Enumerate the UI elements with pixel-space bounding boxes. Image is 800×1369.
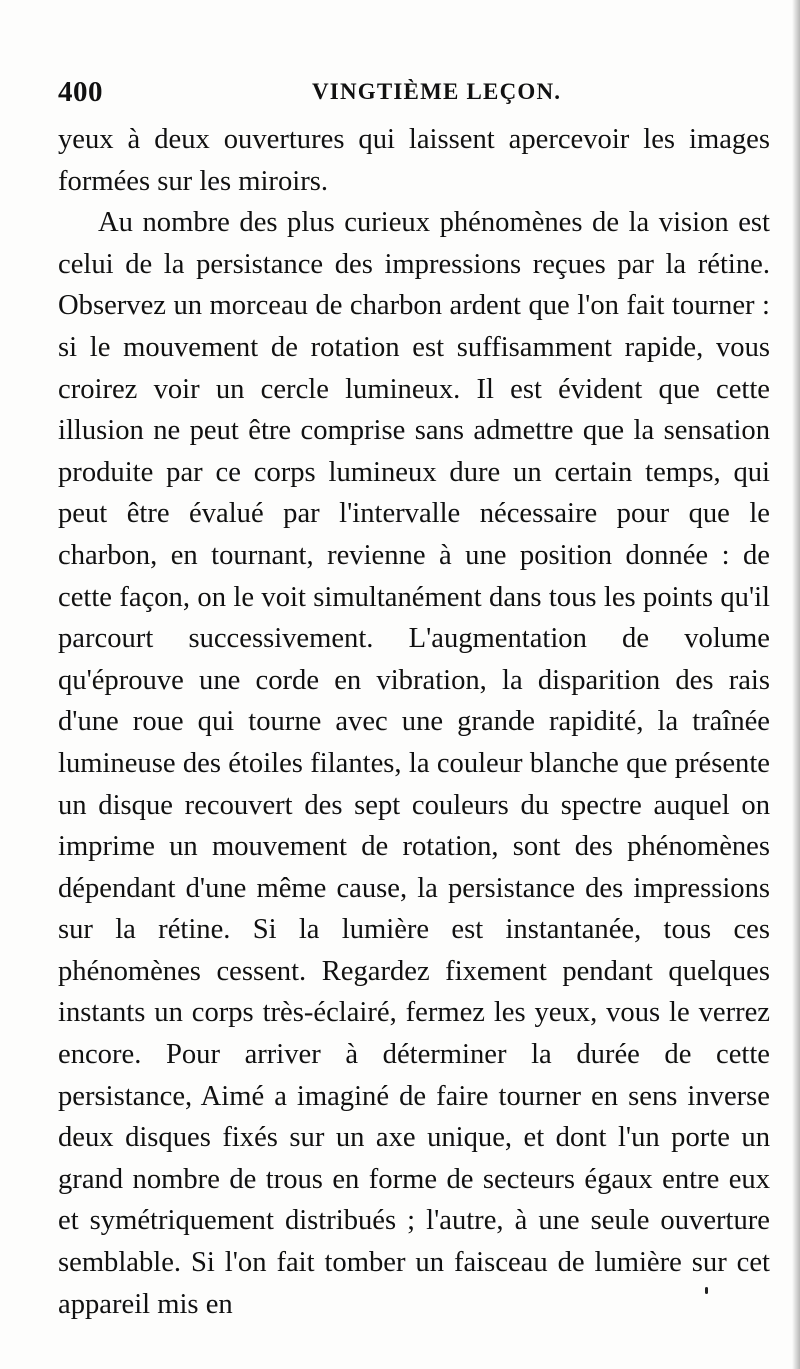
page-number: 400 <box>58 76 103 108</box>
print-speck <box>705 1287 708 1294</box>
running-head: VINGTIÈME LEÇON. <box>312 79 562 104</box>
paragraph-continuation: yeux à deux ouvertures qui laissent apercevoir les images formées sur les miroirs. <box>58 124 770 197</box>
page-header <box>58 72 758 112</box>
page-body <box>58 119 770 1325</box>
paragraph-persistence: Au nombre des plus curieux phénomènes de la vision est celui de la persistance des impressions reçues par la rétine. Observez un morceau de charbon ardent que l'on fait tourner : si le mouvement de rotation est suffisamment rapide, vous croirez voir un cercle lumineux. Il est évident que cette illusion ne peut être comprise sans admettre que la sensation produite par ce corps lumineux dure un certain temps, qui peut être évalué par l'intervalle nécessaire pour que le charbon, en tournant, revienne à une position donnée : de cette façon, on le voit simultanément dans tous les points qu'il parcourt successivement. L'augmentation de volume qu'éprouve une corde en vibration, la disparition des rais d'une roue qui tourne avec une grande rapidité, la traînée lumineuse des étoiles filantes, la couleur blanche que présente un disque recouvert des sept couleurs du spectre auquel on imprime un mouvement de rotation, sont des phénomènes dépendant d'une même cause, la persistance des impressions sur la rétine. Si la lumière est instantanée, tous ces phénomènes cessent. Regardez fixement pendant quelques instants un corps très-éclairé, fermez les yeux, vous le verrez encore. Pour arriver à déterminer la durée de cette persistance, Aimé a imaginé de faire tourner en sens inverse deux disques fixés sur un axe unique, et dont l'un porte un grand nombre de trous en forme de secteurs égaux entre eux et symétriquement distribués ; l'autre, à une seule ouverture semblable. Si l'on fait tomber un faisceau de lumière sur cet appareil mis en <box>58 207 770 1320</box>
page-edge-shadow <box>792 0 800 1369</box>
